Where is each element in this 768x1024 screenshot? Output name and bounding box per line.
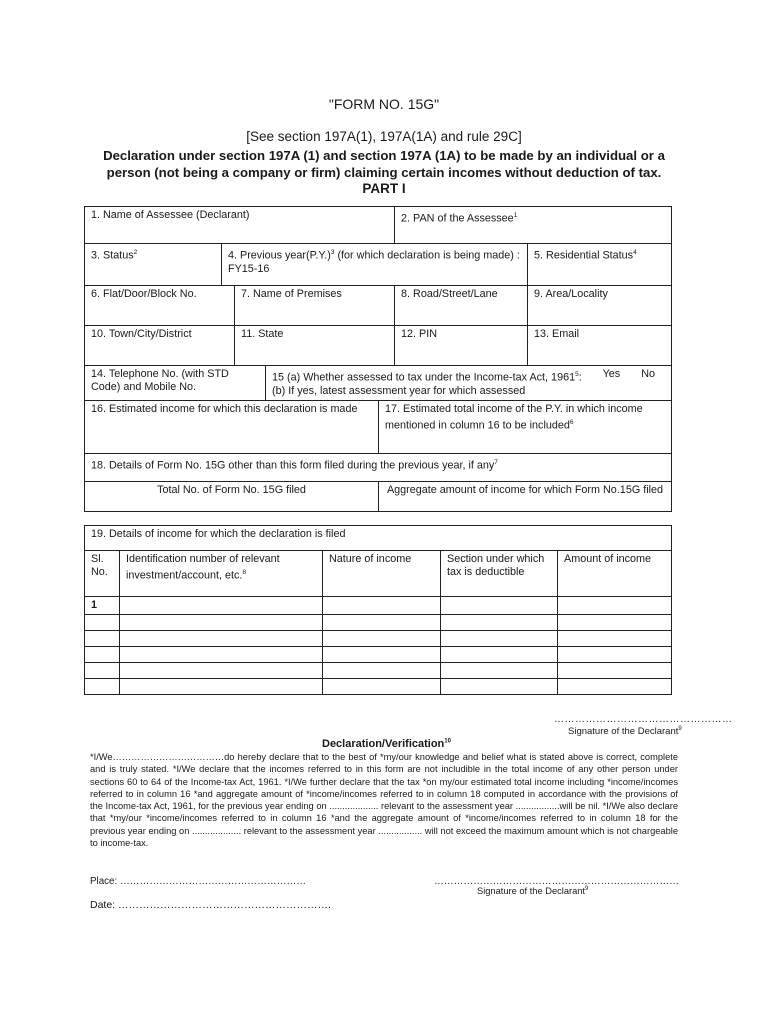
pin-field[interactable]: [395, 326, 528, 366]
signature-label-bottom-footnote: 9: [585, 886, 589, 892]
table-cell[interactable]: [558, 597, 672, 615]
table-cell[interactable]: [323, 631, 441, 647]
assessed-to-tax-field[interactable]: [266, 366, 672, 401]
table-row: [85, 647, 672, 663]
table-cell[interactable]: [120, 679, 323, 695]
estimated-total-income-label: 17. Estimated total income of the P.Y. in which income mentioned in column 16 to be included: [385, 402, 643, 432]
part-label: PART I: [362, 181, 406, 196]
part1-address-table: [84, 206, 672, 366]
estimated-total-income-footnote: 6: [569, 418, 574, 426]
col-section: [441, 551, 558, 597]
assessee-name-field[interactable]: [85, 207, 395, 244]
assessed-yes-option[interactable]: Yes: [602, 368, 621, 380]
table-cell-sl[interactable]: [85, 647, 120, 663]
table-cell[interactable]: [120, 631, 323, 647]
assessed-no-option[interactable]: No: [641, 368, 656, 380]
table-cell-sl[interactable]: [85, 679, 120, 695]
table-row: [85, 631, 672, 647]
pin-label: 12. PIN: [401, 328, 438, 340]
signature-line-bottom[interactable]: …………………………………………………………………: [434, 876, 679, 887]
previous-year-footnote: 3: [330, 249, 335, 256]
estimated-income-field[interactable]: [85, 400, 379, 453]
table-cell[interactable]: [441, 631, 558, 647]
table-row: [85, 615, 672, 631]
table-cell[interactable]: [120, 615, 323, 631]
table-cell[interactable]: [323, 647, 441, 663]
signature-label-top-footnote: 9: [678, 726, 682, 732]
table-cell[interactable]: [441, 647, 558, 663]
col-amount-label: Amount of income: [564, 553, 652, 565]
premises-label: 7. Name of Premises: [241, 288, 342, 300]
latest-assessment-year-label: (b) If yes, latest assessment year for which assessed: [272, 384, 526, 397]
premises-field[interactable]: [235, 286, 395, 326]
table-cell-sl[interactable]: 1: [85, 597, 120, 615]
table-cell[interactable]: [558, 663, 672, 679]
previous-year-label: 4. Previous year(P.Y.): [228, 249, 331, 262]
assessed-to-tax-label: 15 (a) Whether assessed to tax under the Income-tax Act, 1961: [272, 371, 576, 384]
col-section-label: Section under which tax is deductible: [447, 553, 545, 578]
status-label: 3. Status: [91, 249, 134, 262]
aggregate-amount-label: Aggregate amount of income for which Form No.15G filed: [386, 483, 664, 496]
table-cell[interactable]: [120, 647, 323, 663]
assessee-name-label: 1. Name of Assessee (Declarant): [91, 209, 250, 221]
other-15g-details-label-cell: [85, 453, 672, 481]
assessed-to-tax-colon: :: [578, 371, 582, 384]
table-cell-sl[interactable]: [85, 663, 120, 679]
declaration-body: *I/We………………………………do hereby declare that to the best of *my/our knowledge and belief what is stated above is correct, complete and is truly stated. *I/We declare that the incomes referred to in this form are not includible in the total income of any other person under sections 60 to 64 of the Income-tax Act, 1961. *I/We further declare that the tax *on my/our estimated total income including *income/incomes referred to in column 16 *and aggregate amount of *income/incomes referred to in column 18 computed in accordance with the provisions of the Income-tax Act, 1961, for the previous year ending on ................... relevant to the assessment year .................will be nil. *I/We also declare that *my/our *income/incomes referred to in column 16 *and the aggregate amount of *income/incomes referred to in column 18 for the previous year ending on ................... relevant to the assessment year ................. will not exceed the maximum amount which is not chargeable to income-tax.: [90, 752, 678, 848]
estimated-total-income-field[interactable]: [379, 400, 672, 453]
status-footnote: 2: [133, 249, 138, 256]
date-field[interactable]: Date: …………………………………………………….: [90, 899, 331, 911]
area-locality-label: 9. Area/Locality: [534, 288, 608, 300]
pan-field[interactable]: [395, 207, 672, 244]
part1-income-table: [84, 365, 672, 512]
signature-label-bottom: [477, 886, 588, 896]
table-row: [85, 663, 672, 679]
table-row: [85, 679, 672, 695]
col-amount: [558, 551, 672, 597]
form-subtitle: [See section 197A(1), 197A(1A) and rule 29C]: [246, 129, 522, 144]
table-cell[interactable]: [323, 679, 441, 695]
flat-door-field[interactable]: [85, 286, 235, 326]
state-label: 11. State: [241, 328, 284, 340]
table-cell[interactable]: [441, 679, 558, 695]
form-heading: Declaration under section 197A (1) and section 197A (1A) to be made by an individual or a person (not being a company or firm) claiming certain incomes without deduction of tax.: [103, 148, 665, 180]
table-cell[interactable]: [558, 647, 672, 663]
email-field[interactable]: [528, 326, 672, 366]
aggregate-amount-field[interactable]: [379, 481, 672, 511]
road-street-label: 8. Road/Street/Lane: [401, 288, 498, 300]
telephone-field[interactable]: [85, 366, 266, 401]
email-label: 13. Email: [534, 328, 580, 340]
flat-door-label: 6. Flat/Door/Block No.: [91, 288, 197, 300]
signature-label-top-text: Signature of the Declarant: [568, 726, 679, 738]
declaration-title: [322, 738, 451, 750]
table-cell[interactable]: [441, 663, 558, 679]
residential-status-label: 5. Residential Status: [534, 249, 634, 262]
place-field[interactable]: Place: …………………………………………………: [90, 876, 307, 887]
total-forms-filed-field[interactable]: [85, 481, 379, 511]
table-row: [85, 597, 672, 615]
col-sl-no: [85, 551, 120, 597]
previous-year-field[interactable]: [222, 244, 528, 286]
col-sl-no-label: Sl. No.: [91, 553, 108, 578]
col-identification-number: [120, 551, 323, 597]
signature-label-bottom-text: Signature of the Declarant: [477, 886, 586, 897]
previous-year-value: (for which declaration is being made) : FY15-16: [228, 249, 520, 275]
declaration-title-text: Declaration/Verification: [322, 738, 445, 750]
status-field[interactable]: [85, 244, 222, 286]
declaration-title-footnote: 10: [444, 738, 451, 745]
col-identification-number-footnote: 8: [242, 569, 247, 576]
state-field[interactable]: [235, 326, 395, 366]
table-cell[interactable]: [120, 597, 323, 615]
table-cell-sl[interactable]: [85, 615, 120, 631]
col-nature-of-income: [323, 551, 441, 597]
area-locality-field[interactable]: [528, 286, 672, 326]
assessed-to-tax-footnote: 5: [575, 371, 579, 378]
table-cell[interactable]: [558, 631, 672, 647]
signature-line-top[interactable]: ……………………………………………: [554, 714, 733, 725]
town-city-label: 10. Town/City/District: [91, 328, 192, 340]
table-cell[interactable]: [120, 663, 323, 679]
pan-footnote: 1: [513, 212, 518, 219]
estimated-income-label: 16. Estimated income for which this declaration is made: [91, 402, 358, 415]
town-city-field[interactable]: [85, 326, 235, 366]
col-identification-number-label: Identification number of relevant investment/account, etc.: [126, 553, 280, 582]
other-15g-details-footnote: 7: [494, 458, 498, 466]
table-cell[interactable]: [558, 615, 672, 631]
table-cell[interactable]: [323, 597, 441, 615]
total-forms-filed-label: Total No. of Form No. 15G filed: [157, 483, 306, 496]
residential-status-footnote: 4: [633, 249, 637, 256]
table-cell[interactable]: [323, 615, 441, 631]
form-title: "FORM NO. 15G": [328, 96, 440, 112]
road-street-field[interactable]: [395, 286, 528, 326]
other-15g-details-label: 18. Details of Form No. 15G other than this form filed during the previous year, if any: [91, 459, 495, 472]
pan-label: 2. PAN of the Assessee: [401, 212, 514, 225]
income-details-title: 19. Details of income for which the declaration is filed: [91, 528, 346, 540]
table-cell[interactable]: [558, 679, 672, 695]
table-cell[interactable]: [323, 663, 441, 679]
col-nature-of-income-label: Nature of income: [329, 553, 412, 565]
table-cell[interactable]: [441, 615, 558, 631]
residential-status-field[interactable]: [528, 244, 672, 286]
signature-label-top: [568, 726, 682, 737]
income-details-title-cell: [85, 526, 672, 551]
table-cell-sl[interactable]: [85, 631, 120, 647]
telephone-label: 14. Telephone No. (with STD Code) and Mobile No.: [91, 368, 229, 393]
income-details-table: [84, 525, 672, 695]
table-cell[interactable]: [441, 597, 558, 615]
